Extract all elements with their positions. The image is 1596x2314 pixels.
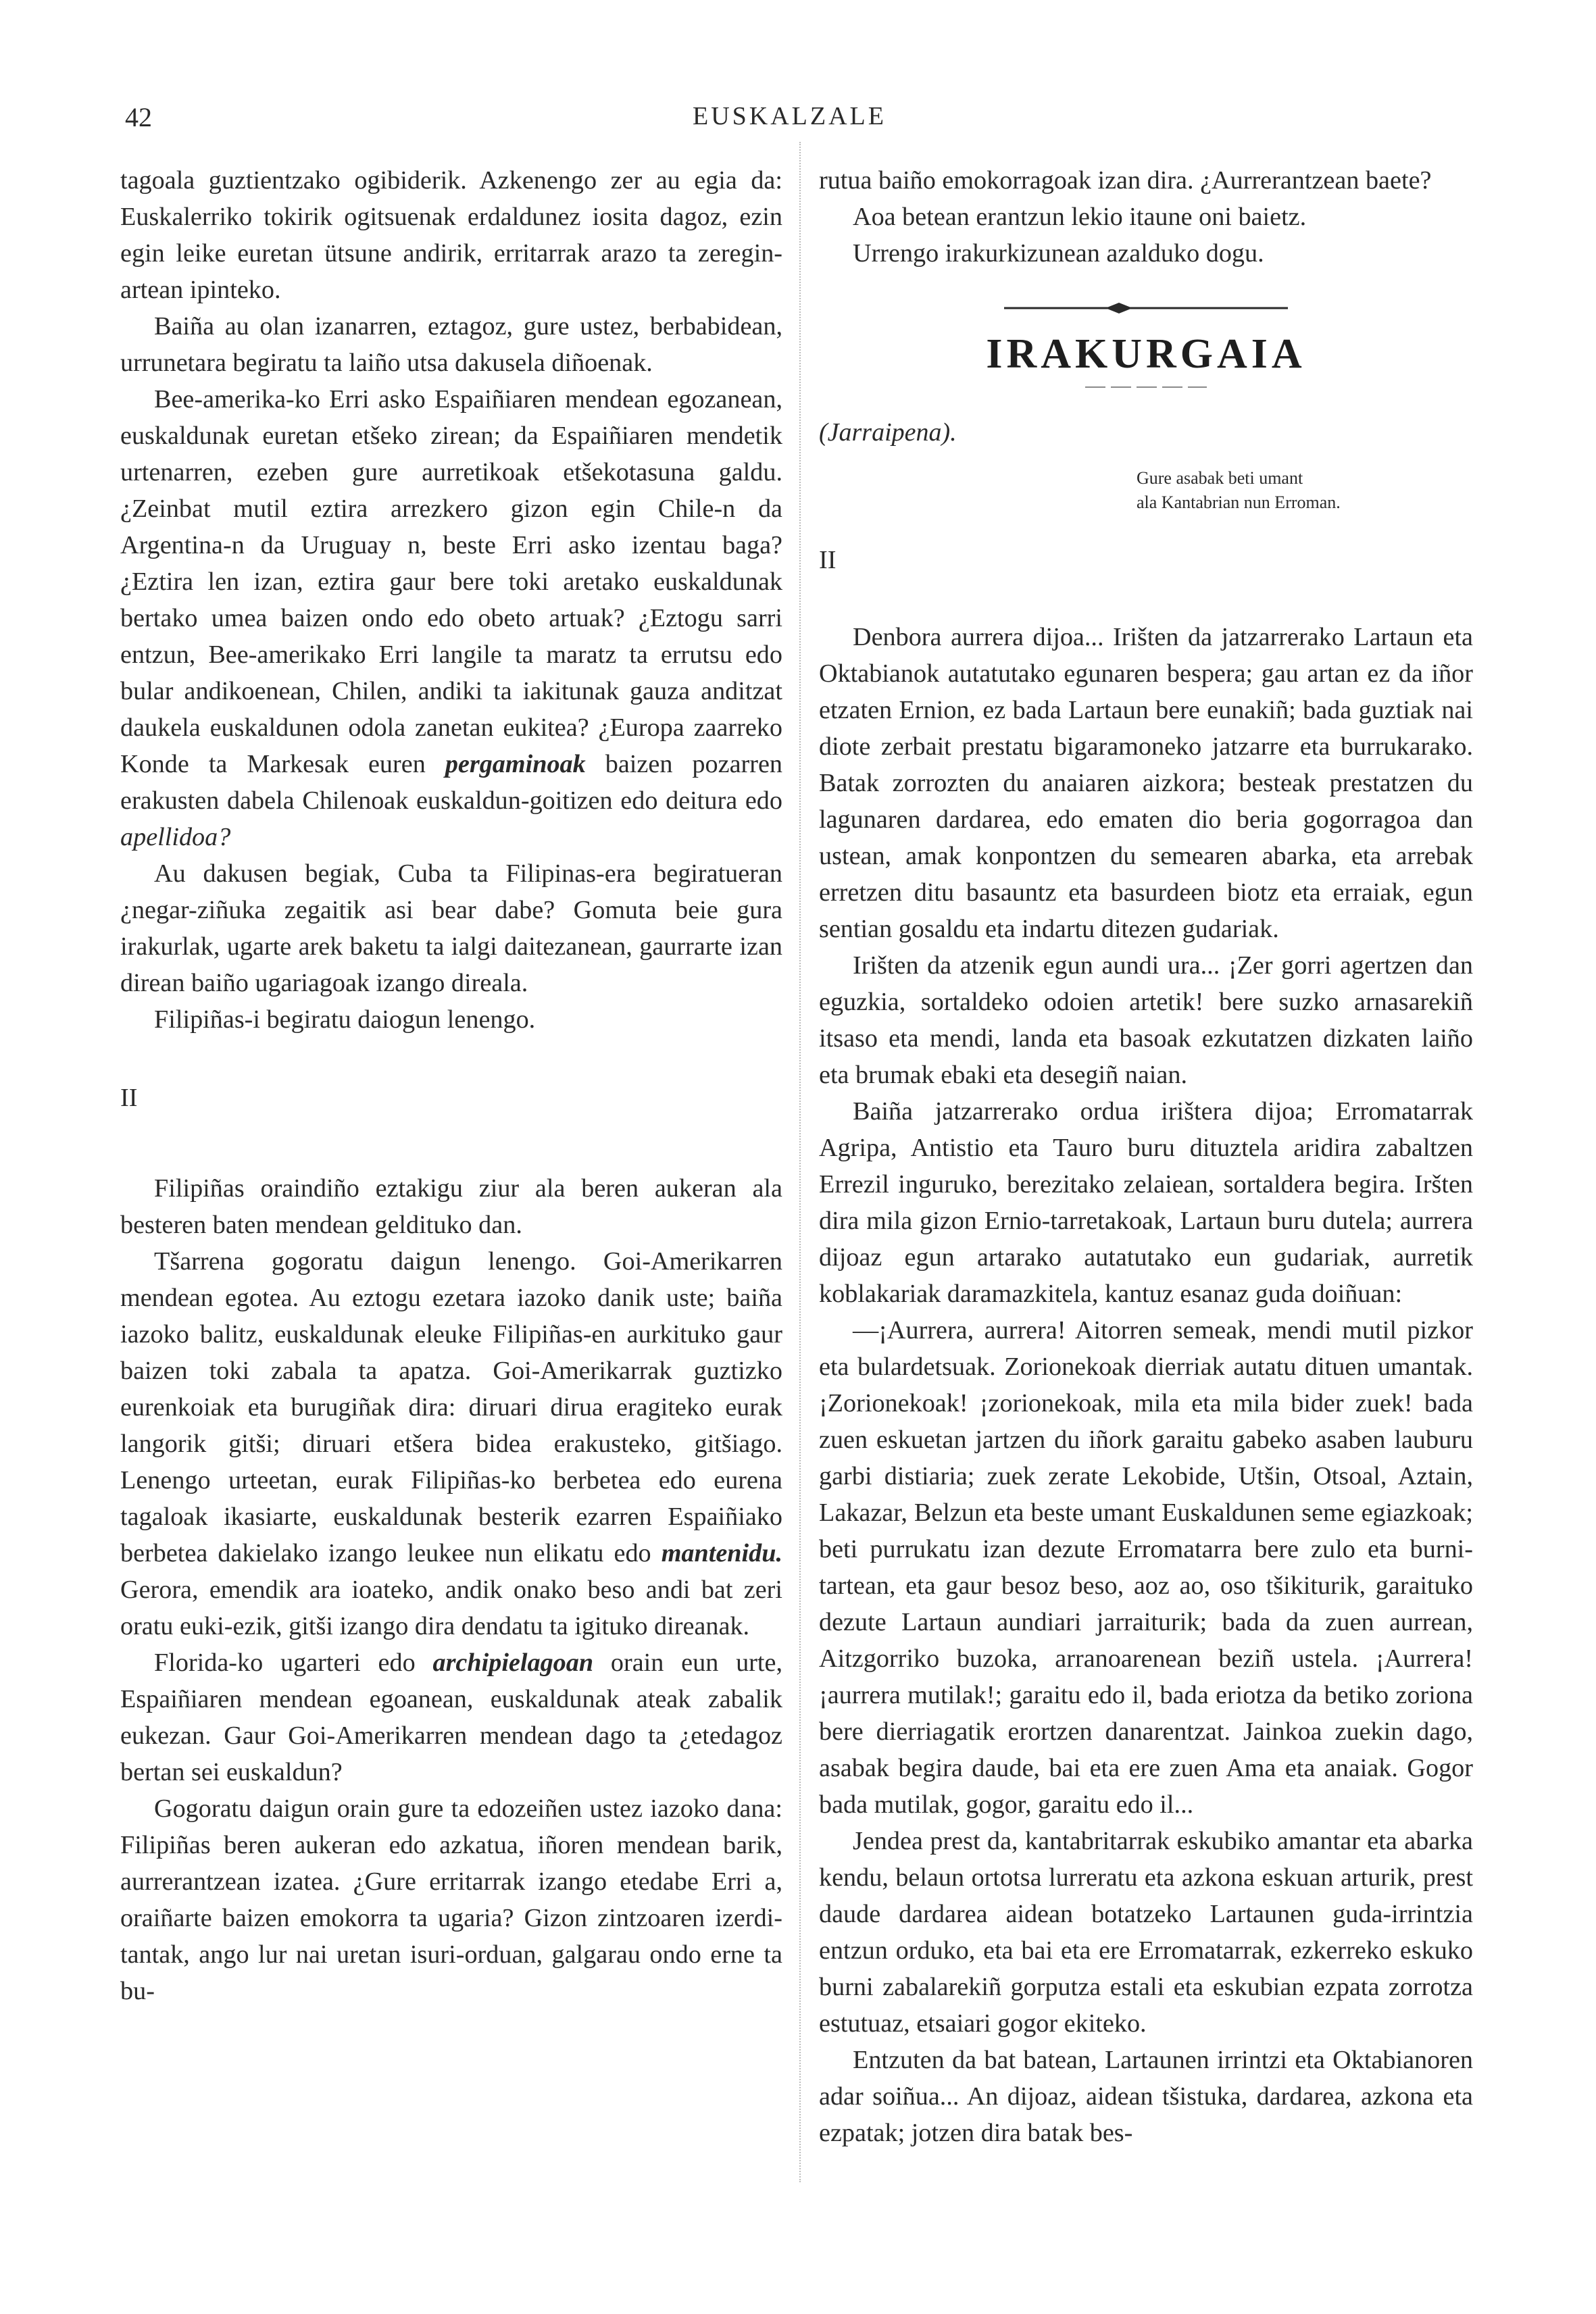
paragraph — [120, 381, 782, 855]
paragraph: —¡Aurrera, aurrera! Aitorren semeak, mendi mutil pizkor eta bulardetsuak. Zorionekoak dierriak autatu dituen umantak. ¡Zorionekoak! ¡zorionekoak, mila eta mila bider zuek! bada zuen eskuetan jartzen du iñork garaitu gabeko asaben lauburu garbi distiaria; zuek zerate Lekobide, Utšin, Otsoal, Aztain, Lakazar, Belzun eta beste umant Euskaldunen seme egiazkoak; beti purrukatu izan dezute Erromatarra bere zulo eta burni-tartean, eta gaur besoz beso, aoz ao, oso tšikiturik, garaituko dezute Lartaun aundiari jarraiturik; bada da zuen aurrean, Aitzgorriko buzoka, arranoarenean beziñ ustela. ¡Aurrera! ¡aurrera mutilak!; garaitu edo il, bada eriotza da betiko zoriona bere dierriagatik erortzen danarentzat. Jainkoa zuekin dago, asabak begira daude, bai eta ere zuen Ama eta anaiak. Gogor bada mutilak, gogor, garaitu edo il... — [819, 1316, 1473, 1819]
paragraph: Baiña au olan izanarren, eztagoz, gure ustez, berbabidean, urrunetara begiratu ta laiño utsa dakusela diñoenak. — [120, 312, 782, 377]
paragraph: Baiña jatzarrerako ordua irištera dijoa; Erromatarrak Agripa, Antistio eta Tauro buru dituztela aridira zabaltzen Errezil inguruko, berezitako zelaiean, sortaldera begira. Iršten dira mila gizon Ernio-tarretakoak, Lartaun buru dutela; aurrera dijoaz egun artarako autatutako eun gudariak, aurretik koblakariak daramazkitela, kantuz esanaz guda doiñuan: — [819, 1097, 1473, 1308]
epigraph — [1137, 466, 1473, 515]
page-header — [0, 101, 1596, 142]
column-divider — [799, 142, 801, 2182]
right-column — [819, 162, 1473, 2151]
paragraph: Au dakusen begiak, Cuba ta Filipinas-era begiratueran ¿negar-ziñuka zegaitik asi bear dabe? Gomuta beie gura irakurlak, ugarte arek baketu ta ialgi daitezanean, gaurrarte izan direan baiño ugariagoak izango direala. — [120, 859, 782, 997]
paragraph-text: orain eun urte, Espaiñiaren mendean egoanean, euskaldunak ateak zabalik eukezan. Gaur Goi-Amerikarren mendean dago ta ¿etedagoz bertan sei euskaldun? — [120, 1649, 783, 1786]
paragraph — [120, 1243, 782, 1644]
emphasis-text: pergaminoak — [445, 750, 586, 778]
paragraph: Irišten da atzenik egun aundi ura... ¡Zer gorri agertzen dan eguzkia, sortaldeko odoien artetik! bere suzko arnasarekiñ itsaso eta mendi, landa eta basoak ezkutatzen dizkaten laiño eta brumak ebaki eta desegiñ naian. — [819, 951, 1473, 1089]
running-head: EUSKALZALE — [693, 102, 887, 130]
section-number: II — [120, 1084, 138, 1112]
paragraph-text: Tšarrena gogoratu daigun lenengo. Goi-Amerikarren mendean egotea. Au eztogu ezetara iazoko danik uste; baiña iazoko balitz, euskaldunak eleuke Filipiñas-en aurkituko gaur baizen toki zabala ta apatza. Goi-Amerikarrak guztizko eurenkoiak eta burugiñak dira: diruari dirua eragiteko eurak langorik gitši; diruari etšera bidea erakusteko, gitšiago. Lenengo urteetan, eurak Filipiñas-ko berbetea edo eurena tagaloak ikasiarte, euskaldunak besterik ezarren Espaiñiako berbetea dakielako izango leukee nun elikatu edo — [120, 1247, 782, 1567]
paragraph: Jendea prest da, kantabritarrak eskubiko amantar eta abarka kendu, belaun ortotsa lurreratu eta azkona eskuan arturik, prest daude dardarea aidean botatzeko Lartaunen guda-irrintzia entzun orduko, eta bai eta ere Erromatarrak, ezkerreko eskuko burni zabalarekiñ gorputza estali eta eskubian ezpata zorrotza estutuaz, etsaiari gogor ekiteko. — [819, 1827, 1473, 2038]
paragraph: Aoa betean erantzun lekio itaune oni baietz. — [853, 203, 1307, 231]
left-column — [120, 162, 782, 2009]
section-title: IRAKURGAIA — [986, 331, 1306, 377]
section-subtitle: (Jarraipena). — [819, 418, 957, 447]
paragraph-text: baizen pozarren erakusten dabela Chilenoak euskaldun-goitizen edo deitura edo — [120, 750, 782, 815]
paragraph: Entzuten da bat batean, Lartaunen irrintzi eta Oktabianoren adar soiñua... An dijoaz, aidean tšistuka, dardarea, azkona eta ezpatak; jotzen dira batak bes- — [819, 2046, 1473, 2147]
ornament-rule — [1004, 301, 1288, 315]
paragraph-text: Bee-amerika-ko Erri asko Espaiñiaren mendean egozanean, euskaldunak euretan etšeko zirean; da Espaiñiaren mendetik urtenarren, ezeben gure aurretikoak etšekotasuna galdu. ¿Zeinbat mutil eztira arrezkero gizon egin Chile-n da Argentina-n da Uruguay n, beste Erri asko izentau baga? ¿Eztira len izan, eztira gaur bere toki aretako euskaldunak bertako umea baizen ondo edo obeto artuak? ¿Eztogu sarri entzun, Bee-amerikako Erri langile ta maratz ta errutsu edo bular andikoenean, Chilen, andiki ta iakitunak gauza anditzat daukela euskaldunen odola zanetan eukitea? ¿Europa zaarreko Konde ta Markesak euren — [120, 385, 782, 778]
chapter-number: II — [819, 546, 837, 574]
paragraph-text: Florida-ko ugarteri edo — [154, 1649, 416, 1677]
paragraph: Filipiñas oraindiño eztakigu ziur ala beren aukeran ala besteren baten mendean gelditukо dan. — [120, 1174, 782, 1239]
emphasis-text: mantenidu. — [661, 1539, 783, 1567]
epigraph-line: Gure asabak beti umant — [1137, 468, 1303, 488]
epigraph-line: ala Kantabrian nun Erroman. — [1137, 493, 1341, 512]
short-rule — [1085, 385, 1207, 389]
paragraph: tagoala guztientzako ogibiderik. Azkenengo zer au egia da: Euskalerriko tokirik ogitsuenak erdaldunez iosita dagoz, ezin egin leike euretan ütsune andirik, erritarrak arazo ta zeregin-artean ipinteko. — [120, 166, 782, 304]
emphasis-text: archipielagoan — [432, 1649, 594, 1677]
emphasis-text: apellidoa? — [120, 823, 231, 851]
paragraph: Gogoratu daigun orain gure ta edozeiñen ustez iazoko dana: Filipiñas beren aukeran edo azkatua, iñoren mendean barik, aurrerantzean izatea. ¿Gure erritarrak izango etedabe Erri a, oraiñarte baizen emokorra ta ugaria? Gizon zintzoaren izerdi-tantak, ango lur nai uretan isuri-orduan, galgarau ondo erne ta bu- — [120, 1794, 782, 2005]
paragraph-text: Gerora, emendik ara ioateko, andik onako beso andi bat zeri oratu euki-ezik, gitši izango dira dendatu ta igituko direanak. — [120, 1576, 782, 1640]
paragraph: rutua baiño emokorragoak izan dira. ¿Aurrerantzean baete? — [819, 166, 1432, 195]
page-number: 42 — [125, 102, 152, 132]
paragraph: Urrengo irakurkizunean azalduko dogu. — [853, 239, 1264, 268]
paragraph: Denbora aurrera dijoa... Irišten da jatzarrerako Lartaun eta Oktabianok autatutako egunaren bespera; gau artan ez da iñor etzaten Ernion, ez bada Lartaun bere eunakiñ; bada guztiak nai diote zerbait prestatu bigaramoneko jatzarre eta burrukarako. Batak zorrozten du anaiaren aizkora; besteak prestatzen du lagunaren dardarea, edo ematen dio beria gogorragoa dan ustean, amak konpontzen du semearen abarka, eta arrebak erretzen ditu basauntz eta basurdeen biotz eta erraiak, egun sentian gosaldu eta indartu ditezen gudariak. — [819, 623, 1473, 943]
paragraph: Filipiñas-i begiratu daiogun lenengo. — [154, 1005, 536, 1034]
paragraph — [120, 1644, 782, 1790]
